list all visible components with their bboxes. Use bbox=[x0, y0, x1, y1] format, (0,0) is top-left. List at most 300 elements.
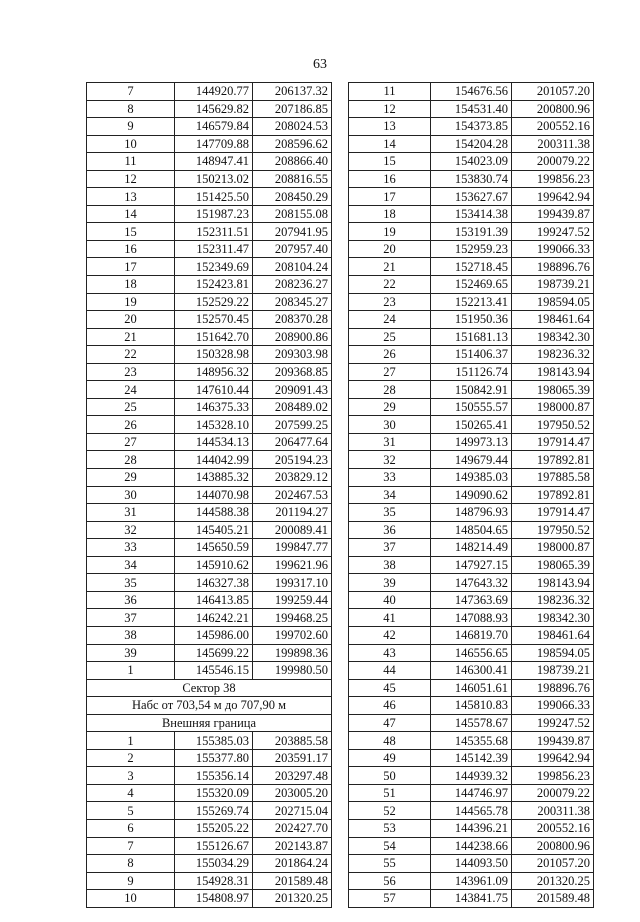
x-coordinate: 144070.98 bbox=[175, 486, 253, 504]
y-coordinate: 199259.44 bbox=[253, 591, 332, 609]
table-row bbox=[87, 170, 332, 188]
x-coordinate: 146413.85 bbox=[175, 591, 253, 609]
point-number: 13 bbox=[349, 118, 431, 136]
point-number: 15 bbox=[87, 223, 175, 241]
x-coordinate: 154531.40 bbox=[431, 100, 512, 118]
y-coordinate: 199898.36 bbox=[253, 644, 332, 662]
y-coordinate: 205194.23 bbox=[253, 451, 332, 469]
y-coordinate: 198594.05 bbox=[512, 644, 594, 662]
table-row bbox=[87, 802, 332, 820]
point-number: 35 bbox=[87, 574, 175, 592]
point-number: 47 bbox=[349, 714, 431, 732]
table-row bbox=[349, 451, 594, 469]
x-coordinate: 152469.65 bbox=[431, 276, 512, 294]
point-number: 39 bbox=[87, 644, 175, 662]
y-coordinate: 198342.30 bbox=[512, 609, 594, 627]
x-coordinate: 151950.36 bbox=[431, 311, 512, 329]
table-row bbox=[349, 732, 594, 750]
y-coordinate: 197885.58 bbox=[512, 469, 594, 487]
point-number: 2 bbox=[87, 749, 175, 767]
x-coordinate: 152529.22 bbox=[175, 293, 253, 311]
x-coordinate: 154928.31 bbox=[175, 872, 253, 890]
table-row bbox=[87, 240, 332, 258]
table-row bbox=[349, 188, 594, 206]
y-coordinate: 207599.25 bbox=[253, 416, 332, 434]
y-coordinate: 197892.81 bbox=[512, 486, 594, 504]
x-coordinate: 151681.13 bbox=[431, 328, 512, 346]
y-coordinate: 201864.24 bbox=[253, 855, 332, 873]
x-coordinate: 144565.78 bbox=[431, 802, 512, 820]
x-coordinate: 143841.75 bbox=[431, 890, 512, 908]
x-coordinate: 155126.67 bbox=[175, 837, 253, 855]
y-coordinate: 202427.70 bbox=[253, 819, 332, 837]
y-coordinate: 203829.12 bbox=[253, 469, 332, 487]
point-number: 43 bbox=[349, 644, 431, 662]
x-coordinate: 155356.14 bbox=[175, 767, 253, 785]
table-row bbox=[87, 258, 332, 276]
x-coordinate: 148956.32 bbox=[175, 363, 253, 381]
x-coordinate: 151406.37 bbox=[431, 346, 512, 364]
boundary-label-row bbox=[87, 714, 332, 732]
x-coordinate: 152570.45 bbox=[175, 311, 253, 329]
x-coordinate: 145650.59 bbox=[175, 539, 253, 557]
point-number: 40 bbox=[349, 591, 431, 609]
x-coordinate: 144042.99 bbox=[175, 451, 253, 469]
x-coordinate: 144588.38 bbox=[175, 504, 253, 522]
table-row bbox=[349, 626, 594, 644]
point-number: 26 bbox=[349, 346, 431, 364]
table-row bbox=[87, 855, 332, 873]
y-coordinate: 208489.02 bbox=[253, 398, 332, 416]
table-row bbox=[87, 83, 332, 101]
point-number: 57 bbox=[349, 890, 431, 908]
y-coordinate: 199980.50 bbox=[253, 662, 332, 680]
y-coordinate: 197950.52 bbox=[512, 416, 594, 434]
point-number: 29 bbox=[349, 398, 431, 416]
x-coordinate: 155034.29 bbox=[175, 855, 253, 873]
table-row bbox=[349, 714, 594, 732]
y-coordinate: 208345.27 bbox=[253, 293, 332, 311]
y-coordinate: 199856.23 bbox=[512, 170, 594, 188]
table-row bbox=[349, 240, 594, 258]
point-number: 8 bbox=[87, 100, 175, 118]
table-row bbox=[87, 626, 332, 644]
table-row bbox=[349, 328, 594, 346]
point-number: 34 bbox=[349, 486, 431, 504]
table-row bbox=[349, 837, 594, 855]
x-coordinate: 145810.83 bbox=[431, 697, 512, 715]
x-coordinate: 144093.50 bbox=[431, 855, 512, 873]
point-number: 38 bbox=[349, 556, 431, 574]
table-row bbox=[349, 83, 594, 101]
y-coordinate: 200311.38 bbox=[512, 135, 594, 153]
point-number: 7 bbox=[87, 83, 175, 101]
table-row bbox=[349, 556, 594, 574]
x-coordinate: 148214.49 bbox=[431, 539, 512, 557]
point-number: 24 bbox=[87, 381, 175, 399]
point-number: 19 bbox=[349, 223, 431, 241]
table-row bbox=[349, 153, 594, 171]
table-row bbox=[87, 363, 332, 381]
x-coordinate: 155269.74 bbox=[175, 802, 253, 820]
table-row bbox=[87, 591, 332, 609]
table-row bbox=[87, 398, 332, 416]
table-row bbox=[87, 556, 332, 574]
x-coordinate: 147709.88 bbox=[175, 135, 253, 153]
point-number: 23 bbox=[349, 293, 431, 311]
table-row bbox=[349, 363, 594, 381]
point-number: 7 bbox=[87, 837, 175, 855]
table-row bbox=[349, 486, 594, 504]
table-row bbox=[349, 855, 594, 873]
x-coordinate: 146819.70 bbox=[431, 626, 512, 644]
x-coordinate: 143961.09 bbox=[431, 872, 512, 890]
table-row bbox=[87, 346, 332, 364]
point-number: 23 bbox=[87, 363, 175, 381]
x-coordinate: 150842.91 bbox=[431, 381, 512, 399]
point-number: 8 bbox=[87, 855, 175, 873]
right-coordinate-table bbox=[348, 82, 594, 908]
y-coordinate: 199247.52 bbox=[512, 714, 594, 732]
x-coordinate: 147927.15 bbox=[431, 556, 512, 574]
point-number: 35 bbox=[349, 504, 431, 522]
x-coordinate: 144238.66 bbox=[431, 837, 512, 855]
y-coordinate: 198000.87 bbox=[512, 539, 594, 557]
x-coordinate: 154676.56 bbox=[431, 83, 512, 101]
point-number: 56 bbox=[349, 872, 431, 890]
point-number: 36 bbox=[87, 591, 175, 609]
y-coordinate: 208155.08 bbox=[253, 205, 332, 223]
table-row bbox=[87, 451, 332, 469]
table-row bbox=[87, 521, 332, 539]
y-coordinate: 198000.87 bbox=[512, 398, 594, 416]
point-number: 33 bbox=[349, 469, 431, 487]
y-coordinate: 201057.20 bbox=[512, 83, 594, 101]
x-coordinate: 151987.23 bbox=[175, 205, 253, 223]
point-number: 30 bbox=[349, 416, 431, 434]
y-coordinate: 203591.17 bbox=[253, 749, 332, 767]
point-number: 17 bbox=[87, 258, 175, 276]
x-coordinate: 152311.47 bbox=[175, 240, 253, 258]
x-coordinate: 155205.22 bbox=[175, 819, 253, 837]
y-coordinate: 199847.77 bbox=[253, 539, 332, 557]
x-coordinate: 155377.80 bbox=[175, 749, 253, 767]
table-row bbox=[349, 679, 594, 697]
table-row bbox=[87, 153, 332, 171]
point-number: 34 bbox=[87, 556, 175, 574]
y-coordinate: 198342.30 bbox=[512, 328, 594, 346]
table-row bbox=[349, 591, 594, 609]
table-row bbox=[349, 749, 594, 767]
point-number: 16 bbox=[87, 240, 175, 258]
table-row bbox=[87, 100, 332, 118]
point-number: 10 bbox=[87, 135, 175, 153]
x-coordinate: 144396.21 bbox=[431, 819, 512, 837]
x-coordinate: 148947.41 bbox=[175, 153, 253, 171]
point-number: 12 bbox=[349, 100, 431, 118]
table-row bbox=[87, 328, 332, 346]
y-coordinate: 197950.52 bbox=[512, 521, 594, 539]
point-number: 21 bbox=[87, 328, 175, 346]
x-coordinate: 152423.81 bbox=[175, 276, 253, 294]
point-number: 24 bbox=[349, 311, 431, 329]
x-coordinate: 147088.93 bbox=[431, 609, 512, 627]
x-coordinate: 152349.69 bbox=[175, 258, 253, 276]
y-coordinate: 198461.64 bbox=[512, 311, 594, 329]
point-number: 44 bbox=[349, 662, 431, 680]
x-coordinate: 146375.33 bbox=[175, 398, 253, 416]
point-number: 6 bbox=[87, 819, 175, 837]
table-row bbox=[87, 644, 332, 662]
x-coordinate: 147643.32 bbox=[431, 574, 512, 592]
y-coordinate: 206137.32 bbox=[253, 83, 332, 101]
y-coordinate: 209091.43 bbox=[253, 381, 332, 399]
y-coordinate: 198896.76 bbox=[512, 258, 594, 276]
table-row bbox=[349, 276, 594, 294]
y-coordinate: 199247.52 bbox=[512, 223, 594, 241]
x-coordinate: 146579.84 bbox=[175, 118, 253, 136]
point-number: 31 bbox=[349, 433, 431, 451]
x-coordinate: 144920.77 bbox=[175, 83, 253, 101]
sector-height-row bbox=[87, 697, 332, 715]
x-coordinate: 152311.51 bbox=[175, 223, 253, 241]
sector-title: Сектор 38 bbox=[87, 679, 332, 697]
table-row bbox=[349, 609, 594, 627]
point-number: 33 bbox=[87, 539, 175, 557]
table-row bbox=[349, 223, 594, 241]
table-row bbox=[87, 433, 332, 451]
y-coordinate: 200079.22 bbox=[512, 153, 594, 171]
x-coordinate: 155320.09 bbox=[175, 784, 253, 802]
table-row bbox=[349, 346, 594, 364]
x-coordinate: 151642.70 bbox=[175, 328, 253, 346]
table-row bbox=[87, 135, 332, 153]
point-number: 32 bbox=[349, 451, 431, 469]
table-row bbox=[349, 574, 594, 592]
table-row bbox=[87, 486, 332, 504]
table-row bbox=[349, 521, 594, 539]
point-number: 50 bbox=[349, 767, 431, 785]
x-coordinate: 150328.98 bbox=[175, 346, 253, 364]
point-number: 5 bbox=[87, 802, 175, 820]
x-coordinate: 148504.65 bbox=[431, 521, 512, 539]
y-coordinate: 197914.47 bbox=[512, 504, 594, 522]
point-number: 19 bbox=[87, 293, 175, 311]
x-coordinate: 153191.39 bbox=[431, 223, 512, 241]
y-coordinate: 207186.85 bbox=[253, 100, 332, 118]
y-coordinate: 208900.86 bbox=[253, 328, 332, 346]
point-number: 37 bbox=[349, 539, 431, 557]
table-row bbox=[349, 100, 594, 118]
point-number: 55 bbox=[349, 855, 431, 873]
point-number: 27 bbox=[349, 363, 431, 381]
y-coordinate: 203885.58 bbox=[253, 732, 332, 750]
y-coordinate: 200552.16 bbox=[512, 819, 594, 837]
point-number: 29 bbox=[87, 469, 175, 487]
y-coordinate: 198236.32 bbox=[512, 346, 594, 364]
y-coordinate: 203005.20 bbox=[253, 784, 332, 802]
x-coordinate: 153414.38 bbox=[431, 205, 512, 223]
table-row bbox=[349, 469, 594, 487]
table-row bbox=[87, 819, 332, 837]
x-coordinate: 146327.38 bbox=[175, 574, 253, 592]
y-coordinate: 208104.24 bbox=[253, 258, 332, 276]
table-row bbox=[87, 188, 332, 206]
x-coordinate: 153627.67 bbox=[431, 188, 512, 206]
x-coordinate: 145328.10 bbox=[175, 416, 253, 434]
x-coordinate: 144939.32 bbox=[431, 767, 512, 785]
point-number: 4 bbox=[87, 784, 175, 802]
y-coordinate: 198896.76 bbox=[512, 679, 594, 697]
y-coordinate: 199621.96 bbox=[253, 556, 332, 574]
table-row bbox=[87, 416, 332, 434]
point-number: 9 bbox=[87, 118, 175, 136]
point-number: 52 bbox=[349, 802, 431, 820]
x-coordinate: 151425.50 bbox=[175, 188, 253, 206]
y-coordinate: 201057.20 bbox=[512, 855, 594, 873]
point-number: 30 bbox=[87, 486, 175, 504]
point-number: 45 bbox=[349, 679, 431, 697]
x-coordinate: 149679.44 bbox=[431, 451, 512, 469]
table-row bbox=[349, 135, 594, 153]
y-coordinate: 208816.55 bbox=[253, 170, 332, 188]
y-coordinate: 199439.87 bbox=[512, 732, 594, 750]
y-coordinate: 198065.39 bbox=[512, 556, 594, 574]
x-coordinate: 144746.97 bbox=[431, 784, 512, 802]
x-coordinate: 146051.61 bbox=[431, 679, 512, 697]
y-coordinate: 199856.23 bbox=[512, 767, 594, 785]
table-row bbox=[87, 837, 332, 855]
x-coordinate: 147610.44 bbox=[175, 381, 253, 399]
y-coordinate: 209368.85 bbox=[253, 363, 332, 381]
table-row bbox=[87, 732, 332, 750]
point-number: 20 bbox=[349, 240, 431, 258]
y-coordinate: 208596.62 bbox=[253, 135, 332, 153]
table-row bbox=[87, 293, 332, 311]
x-coordinate: 149973.13 bbox=[431, 433, 512, 451]
table-row bbox=[349, 697, 594, 715]
point-number: 37 bbox=[87, 609, 175, 627]
point-number: 31 bbox=[87, 504, 175, 522]
y-coordinate: 203297.48 bbox=[253, 767, 332, 785]
boundary-label: Внешняя граница bbox=[87, 714, 332, 732]
point-number: 54 bbox=[349, 837, 431, 855]
table-row bbox=[87, 574, 332, 592]
table-row bbox=[349, 398, 594, 416]
x-coordinate: 154373.85 bbox=[431, 118, 512, 136]
x-coordinate: 152213.41 bbox=[431, 293, 512, 311]
point-number: 38 bbox=[87, 626, 175, 644]
x-coordinate: 148796.93 bbox=[431, 504, 512, 522]
x-coordinate: 145699.22 bbox=[175, 644, 253, 662]
point-number: 11 bbox=[87, 153, 175, 171]
table-row bbox=[87, 609, 332, 627]
point-number: 12 bbox=[87, 170, 175, 188]
x-coordinate: 143885.32 bbox=[175, 469, 253, 487]
table-row bbox=[87, 749, 332, 767]
y-coordinate: 202143.87 bbox=[253, 837, 332, 855]
point-number: 51 bbox=[349, 784, 431, 802]
x-coordinate: 146556.65 bbox=[431, 644, 512, 662]
y-coordinate: 200800.96 bbox=[512, 100, 594, 118]
y-coordinate: 208866.40 bbox=[253, 153, 332, 171]
point-number: 1 bbox=[87, 662, 175, 680]
point-number: 28 bbox=[87, 451, 175, 469]
y-coordinate: 208024.53 bbox=[253, 118, 332, 136]
y-coordinate: 198236.32 bbox=[512, 591, 594, 609]
y-coordinate: 208370.28 bbox=[253, 311, 332, 329]
y-coordinate: 197914.47 bbox=[512, 433, 594, 451]
x-coordinate: 146242.21 bbox=[175, 609, 253, 627]
point-number: 3 bbox=[87, 767, 175, 785]
y-coordinate: 201589.48 bbox=[512, 890, 594, 908]
y-coordinate: 199642.94 bbox=[512, 188, 594, 206]
x-coordinate: 150265.41 bbox=[431, 416, 512, 434]
point-number: 22 bbox=[87, 346, 175, 364]
table-row bbox=[349, 802, 594, 820]
table-row bbox=[87, 890, 332, 908]
point-number: 1 bbox=[87, 732, 175, 750]
point-number: 25 bbox=[349, 328, 431, 346]
x-coordinate: 150555.57 bbox=[431, 398, 512, 416]
y-coordinate: 209303.98 bbox=[253, 346, 332, 364]
y-coordinate: 199066.33 bbox=[512, 240, 594, 258]
point-number: 20 bbox=[87, 311, 175, 329]
table-row bbox=[349, 872, 594, 890]
x-coordinate: 152959.23 bbox=[431, 240, 512, 258]
table-row bbox=[87, 784, 332, 802]
table-row bbox=[87, 872, 332, 890]
y-coordinate: 202715.04 bbox=[253, 802, 332, 820]
y-coordinate: 208236.27 bbox=[253, 276, 332, 294]
x-coordinate: 145578.67 bbox=[431, 714, 512, 732]
y-coordinate: 208450.29 bbox=[253, 188, 332, 206]
point-number: 10 bbox=[87, 890, 175, 908]
point-number: 13 bbox=[87, 188, 175, 206]
x-coordinate: 150213.02 bbox=[175, 170, 253, 188]
x-coordinate: 153830.74 bbox=[431, 170, 512, 188]
point-number: 28 bbox=[349, 381, 431, 399]
sector-height-range: Набс от 703,54 м до 707,90 м bbox=[87, 697, 332, 715]
y-coordinate: 207957.40 bbox=[253, 240, 332, 258]
table-row bbox=[349, 118, 594, 136]
y-coordinate: 199468.25 bbox=[253, 609, 332, 627]
table-row bbox=[349, 819, 594, 837]
point-number: 42 bbox=[349, 626, 431, 644]
x-coordinate: 145355.68 bbox=[431, 732, 512, 750]
table-row bbox=[87, 205, 332, 223]
y-coordinate: 201320.25 bbox=[253, 890, 332, 908]
table-row bbox=[349, 662, 594, 680]
y-coordinate: 199439.87 bbox=[512, 205, 594, 223]
y-coordinate: 200311.38 bbox=[512, 802, 594, 820]
y-coordinate: 198065.39 bbox=[512, 381, 594, 399]
x-coordinate: 151126.74 bbox=[431, 363, 512, 381]
y-coordinate: 199642.94 bbox=[512, 749, 594, 767]
sector-title-row bbox=[87, 679, 332, 697]
point-number: 53 bbox=[349, 819, 431, 837]
table-row bbox=[87, 223, 332, 241]
y-coordinate: 202467.53 bbox=[253, 486, 332, 504]
point-number: 41 bbox=[349, 609, 431, 627]
x-coordinate: 145405.21 bbox=[175, 521, 253, 539]
x-coordinate: 149090.62 bbox=[431, 486, 512, 504]
point-number: 14 bbox=[349, 135, 431, 153]
table-row bbox=[349, 311, 594, 329]
point-number: 27 bbox=[87, 433, 175, 451]
table-row bbox=[87, 381, 332, 399]
table-row bbox=[349, 539, 594, 557]
